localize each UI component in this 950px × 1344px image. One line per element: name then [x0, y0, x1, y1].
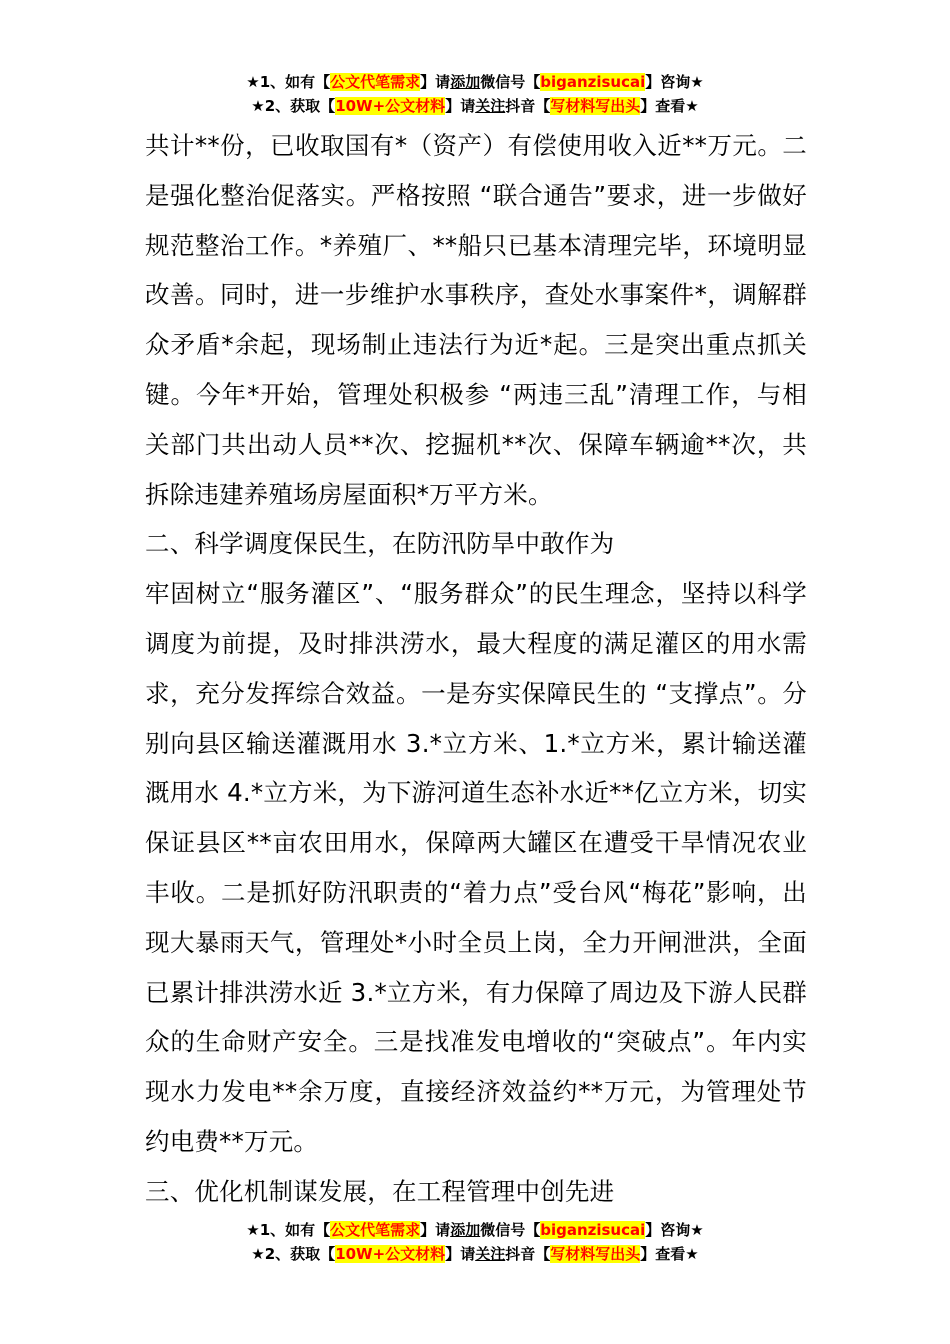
promo-line-1: [0, 70, 950, 94]
promo-underlined-text: 关注: [475, 1245, 506, 1263]
promo-text: 】请: [445, 1245, 476, 1263]
promo-text: ★1、如有【: [246, 1221, 331, 1239]
promo-highlight: 写材料写出头: [550, 1245, 641, 1263]
promo-text: 】咨询★: [645, 1221, 704, 1239]
promo-underlined-text: 添加: [450, 73, 481, 91]
section-heading: 三、优化机制谋发展，在工程管理中创先进: [145, 1176, 615, 1206]
promo-text: ★1、如有【: [246, 73, 331, 91]
promo-text: 】请: [420, 73, 451, 91]
document-body: [145, 121, 807, 1217]
promo-text: ★2、获取【: [251, 1245, 336, 1263]
promo-text: 微信号【: [480, 1221, 541, 1239]
promo-text: 抖音【: [505, 1245, 551, 1263]
promo-text: 】请: [420, 1221, 451, 1239]
promo-banner-top: [0, 70, 950, 118]
promo-text: ★2、获取【: [251, 97, 336, 115]
promo-line-1: [0, 1218, 950, 1242]
promo-highlight: biganzisucai: [540, 73, 646, 91]
promo-text: 】查看★: [640, 97, 699, 115]
promo-underlined-text: 添加: [450, 1221, 481, 1239]
promo-text: 抖音【: [505, 97, 551, 115]
promo-highlight: biganzisucai: [540, 1221, 646, 1239]
body-paragraph: 牢固树立“服务灌区”、“服务群众”的民生理念，坚持以科学调度为前提，及时排洪涝水，最大程度的满足灌区的用水需求，充分发挥综合效益。一是夯实保障民生的 “支撑点”。分别向县区输送灌溉用水 3.*立方米、1.*立方米，累计输送灌溉用水 4.*立方米，为下游河道生态补水近**亿立方米，切实保证县区**亩农田用水，保障两大罐区在遭受干旱情况农业丰收。二是抓好防汛职责的“着力点”受台风“梅花”影响，出现大暴雨天气，管理处*小时全员上岗，全力开闸泄洪，全面已累计排洪涝水近 3.*立方米，有力保障了周边及下游人民群众的生命财产安全。三是找准发电增收的“突破点”。年内实现水力发电**余万度，直接经济效益约**万元，为管理处节约电费**万元。: [145, 579, 807, 1156]
promo-line-2: [0, 94, 950, 118]
body-paragraph: 共计**份，已收取国有*（资产）有偿使用收入近**万元。二是强化整治促落实。严格按照 “联合通告”要求，进一步做好规范整治工作。*养殖厂、**船只已基本清理完毕，环境明显改善。同时，进一步维护水事秩序，查处水事案件*，调解群众矛盾*余起，现场制止违法行为近*起。三是突出重点抓关键。今年*开始，管理处积极参 “两违三乱”清理工作，与相关部门共出动人员**次、挖掘机**次、保障车辆逾**次，共拆除违建养殖场房屋面积*万平方米。: [145, 131, 807, 509]
promo-highlight: 公文代笔需求: [330, 1221, 421, 1239]
promo-underlined-text: 关注: [475, 97, 506, 115]
promo-banner-bottom: [0, 1218, 950, 1266]
promo-highlight: 10W+公文材料: [335, 1245, 446, 1263]
promo-text: 】请: [445, 97, 476, 115]
promo-text: 】查看★: [640, 1245, 699, 1263]
promo-text: 】咨询★: [645, 73, 704, 91]
section-heading: 二、科学调度保民生，在防汛防旱中敢作为: [145, 529, 615, 559]
promo-highlight: 写材料写出头: [550, 97, 641, 115]
promo-line-2: [0, 1242, 950, 1266]
promo-text: 微信号【: [480, 73, 541, 91]
promo-highlight: 10W+公文材料: [335, 97, 446, 115]
promo-highlight: 公文代笔需求: [330, 73, 421, 91]
